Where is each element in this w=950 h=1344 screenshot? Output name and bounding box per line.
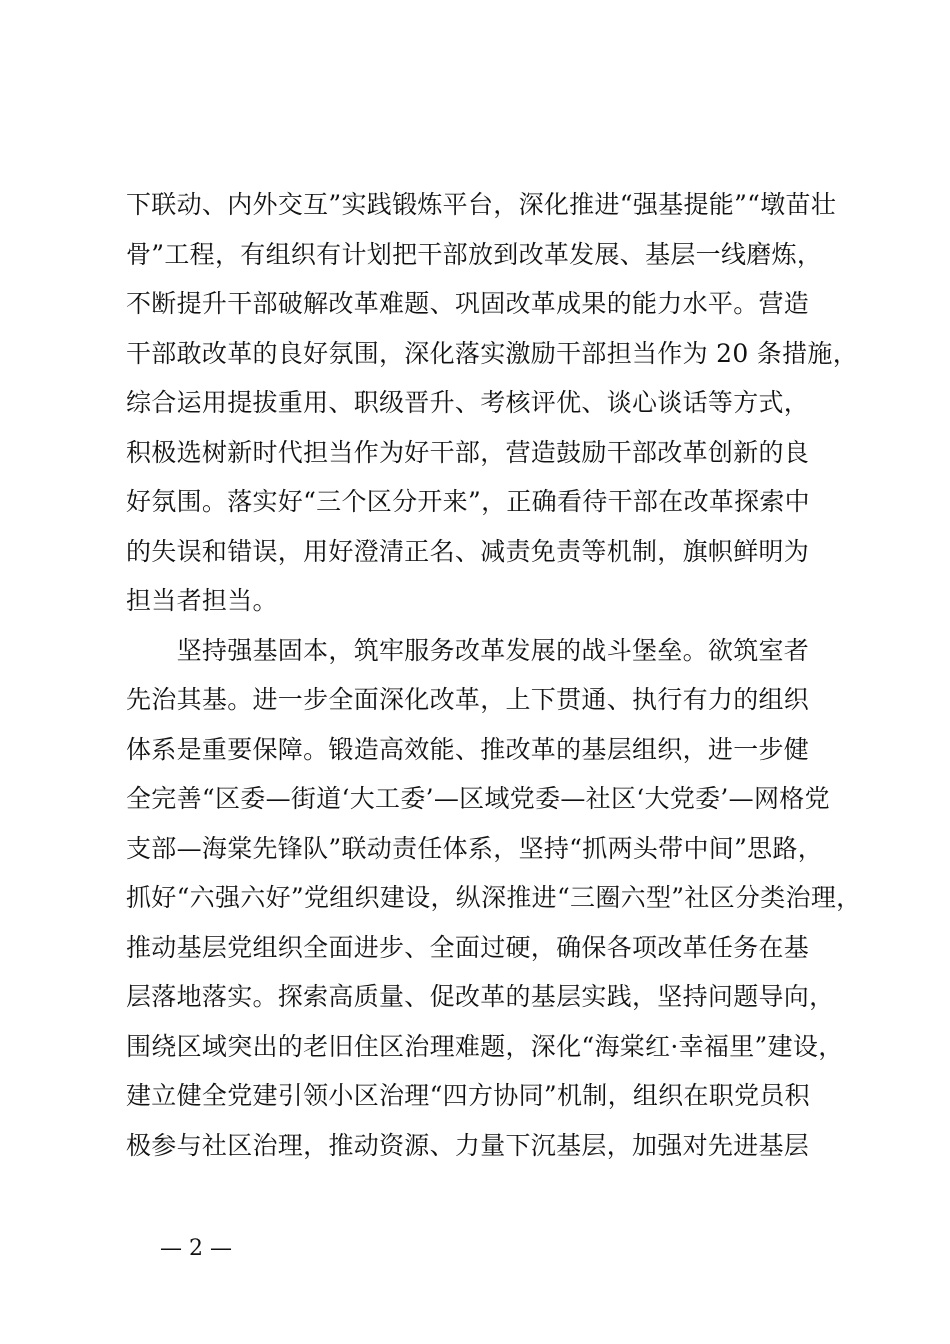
text-line: 担当者担当。: [126, 586, 278, 615]
text-line: 围绕区域突出的老旧住区治理难题，深化“海棠红·幸福里”建设，: [126, 1031, 844, 1061]
text-line: 抓好“六强六好”党组织建设，纵深推进“三圈六型”社区分类治理，: [126, 883, 862, 912]
text-line: 建立健全党建引领小区治理“四方协同”机制，组织在职党员积: [126, 1081, 810, 1110]
text-line: 骨”工程，有组织有计划把干部放到改革发展、基层一线磨炼，: [126, 239, 823, 269]
text-line: 干部敢改革的良好氛围，深化落实激励干部担当作为 20 条措施，: [126, 338, 859, 368]
text-line: 好氛围。落实好“三个区分开来”，正确看待干部在改革探索中: [126, 487, 810, 516]
text-line: 积极选树新时代担当作为好干部，营造鼓励干部改革创新的良: [126, 437, 810, 467]
body-text: [126, 180, 866, 1170]
text-line: 体系是重要保障。锻造高效能、推改革的基层组织，进一步健: [126, 734, 810, 764]
text-line: 先治其基。进一步全面深化改革，上下贯通、执行有力的组织: [126, 685, 810, 714]
paragraph-start-line: 坚持强基固本，筑牢服务改革发展的战斗堡垒。欲筑室者: [126, 635, 810, 665]
text-line: 的失误和错误，用好澄清正名、减责免责等机制，旗帜鲜明为: [126, 536, 810, 566]
text-line: 极参与社区治理，推动资源、力量下沉基层，加强对先进基层: [126, 1130, 810, 1160]
text-line: 综合运用提拔重用、职级晋升、考核评优、谈心谈话等方式，: [126, 388, 810, 417]
text-line: 下联动、内外交互”实践锻炼平台，深化推进“强基提能”“墩苗壮: [126, 190, 837, 219]
text-line: 支部—海棠先锋队”联动责任体系，坚持“抓两头带中间”思路，: [126, 833, 824, 863]
text-line: 全完善“区委—街道‘大工委’—区域党委—社区‘大党委’—网格党: [126, 784, 830, 813]
page-number: — 2 —: [160, 1236, 232, 1261]
text-line: 不断提升干部破解改革难题、巩固改革成果的能力水平。营造: [126, 289, 810, 318]
text-line: 推动基层党组织全面进步、全面过硬，确保各项改革任务在基: [126, 932, 810, 962]
text-line: 层落地落实。探索高质量、促改革的基层实践，坚持问题导向，: [126, 982, 835, 1011]
